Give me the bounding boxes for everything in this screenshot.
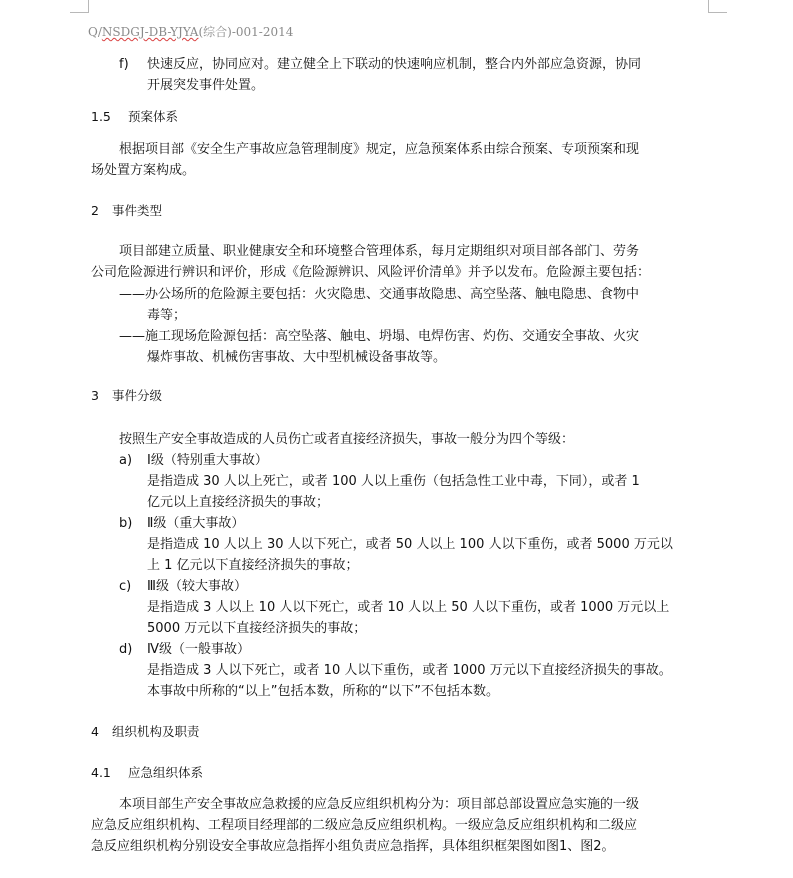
level-c-marker: c): [119, 579, 132, 594]
section-number: 3: [91, 388, 99, 403]
section-4-1-para-line2: 应急反应组织机构、工程项目经理部的二级应急反应组织机构。一级应急反应组织机构和二级应: [91, 818, 638, 833]
level-d-marker: d): [119, 642, 133, 657]
section-2-para-line2: 公司危险源进行辨识和评价，形成《危险源辨识、风险评价清单》并予以发布。危险源主要包括：: [91, 265, 651, 280]
level-b-marker: b): [119, 516, 133, 531]
level-d-desc-line2: 本事故中所称的“以上”包括本数，所称的“以下”不包括本数。: [147, 684, 499, 699]
section-title: 事件分级: [112, 388, 163, 403]
section-3-heading: [91, 386, 162, 406]
section-3-intro: 按照生产安全事故造成的人员伤亡或者直接经济损失，事故一般分为四个等级：: [119, 432, 575, 447]
page-corner-mark-right: [708, 0, 727, 13]
level-a-desc-line1: 是指造成 30 人以上死亡，或者 100 人以上重伤（包括急性工业中毒，下同），或者 1: [147, 474, 640, 489]
section-2-dash-item-1-line1: ——办公场所的危险源主要包括：火灾隐患、交通事故隐患、高空坠落、触电隐患、食物中: [119, 287, 640, 302]
section-2-heading: [91, 201, 162, 221]
section-1-5-para-line2: 场处置方案构成。: [91, 163, 196, 178]
level-b-desc-line1: 是指造成 10 人以上 30 人以下死亡，或者 50 人以上 100 人以下重伤，或者 5000 万元以: [147, 537, 673, 552]
level-c-desc-line1: 是指造成 3 人以上 10 人以下死亡，或者 10 人以上 50 人以下重伤，或者 1000 万元以上: [147, 600, 670, 615]
section-2-dash-item-2-line1: ——施工现场危险源包括：高空坠落、触电、坍塌、电焊伤害、灼伤、交通安全事故、火灾: [119, 329, 640, 344]
level-a-desc-line2: 亿元以上直接经济损失的事故；: [147, 495, 330, 510]
level-b-desc-line2: 上 1 亿元以下直接经济损失的事故；: [147, 558, 359, 573]
section-number: 2: [91, 203, 99, 218]
item-f-line2: 开展突发事件处置。: [147, 78, 265, 93]
doc-code-spellcheck-word: NSDGJ-DB-YJYA: [101, 25, 199, 39]
level-c-desc-line2: 5000 万元以下直接经济损失的事故；: [147, 621, 367, 636]
section-number: 1.5: [91, 109, 111, 124]
section-title: 组织机构及职责: [112, 724, 200, 739]
section-title: 预案体系: [128, 109, 179, 124]
section-2-dash-item-2-line2: 爆炸事故、机械伤害事故、大中型机械设备事故等。: [147, 350, 447, 365]
doc-code-suffix: (综合)-001-2014: [198, 25, 294, 39]
section-title: 事件类型: [112, 203, 163, 218]
document-header-code: [88, 23, 293, 40]
level-a-title: Ⅰ级（特别重大事故）: [147, 453, 268, 468]
section-4-1-para-line3: 急反应组织机构分别设安全事故应急指挥小组负责应急指挥，具体组织框架图如图1、图2。: [91, 839, 615, 854]
section-2-para-line1: 项目部建立质量、职业健康安全和环境整合管理体系，每月定期组织对项目部各部门、劳务: [119, 244, 640, 259]
section-1-5-heading: [91, 107, 178, 127]
doc-code-prefix: Q/: [88, 25, 102, 39]
level-b-title: Ⅱ级（重大事故）: [147, 516, 245, 531]
page-corner-mark-left: [70, 0, 89, 13]
section-title: 应急组织体系: [128, 765, 204, 780]
item-f-marker: f): [119, 57, 129, 72]
section-4-1-heading: [91, 763, 203, 783]
level-a-marker: a): [119, 453, 133, 468]
section-number: 4: [91, 724, 99, 739]
section-number: 4.1: [91, 765, 111, 780]
section-4-1-para-line1: 本项目部生产安全事故应急救援的应急反应组织机构分为：项目部总部设置应急实施的一级: [119, 797, 640, 812]
item-f-line1: 快速反应，协同应对。建立健全上下联动的快速响应机制，整合内外部应急资源，协同: [147, 57, 642, 72]
section-1-5-para-line1: 根据项目部《安全生产事故应急管理制度》规定，应急预案体系由综合预案、专项预案和现: [119, 142, 640, 157]
section-2-dash-item-1-line2: 毒等；: [147, 308, 187, 323]
level-c-title: Ⅲ级（较大事故）: [147, 579, 247, 594]
section-4-heading: [91, 722, 200, 742]
level-d-desc-line1: 是指造成 3 人以下死亡，或者 10 人以下重伤，或者 1000 万元以下直接经济损失的事故。: [147, 663, 672, 678]
level-d-title: Ⅳ级（一般事故）: [147, 642, 250, 657]
